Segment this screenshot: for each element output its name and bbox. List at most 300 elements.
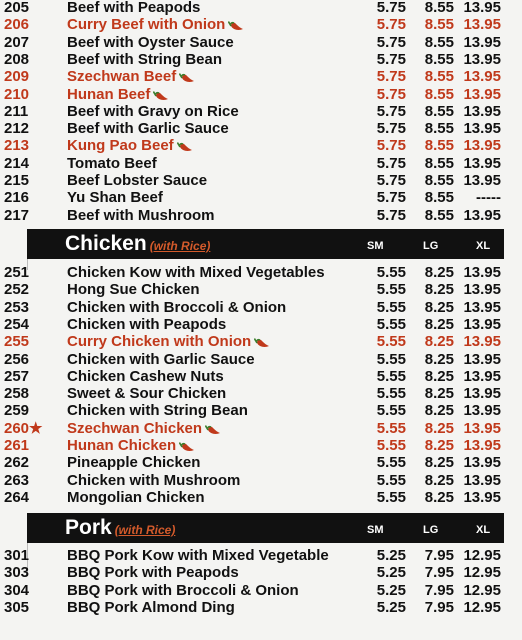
item-number bbox=[4, 351, 54, 368]
item-name-text: Szechwan Chicken bbox=[67, 419, 203, 437]
price-small bbox=[366, 351, 406, 368]
price-small bbox=[366, 582, 406, 599]
menu-item-row bbox=[0, 137, 522, 154]
price-small bbox=[366, 34, 406, 51]
chicken-section-header bbox=[27, 229, 504, 259]
item-name-text: Chicken Kow with Mixed Vegetables bbox=[67, 264, 325, 281]
item-name-text: Hunan Chicken bbox=[67, 437, 177, 454]
item-name bbox=[67, 351, 255, 368]
size-sm-label: SM bbox=[367, 240, 384, 252]
item-number bbox=[4, 86, 54, 103]
menu-item-row bbox=[0, 582, 522, 599]
price-small-text: 5.75 bbox=[376, 0, 406, 16]
item-name bbox=[67, 120, 229, 137]
menu-item-row bbox=[0, 0, 522, 16]
item-number bbox=[4, 189, 54, 206]
price-large bbox=[408, 582, 454, 599]
chili-pepper-icon bbox=[254, 336, 270, 348]
price-xlarge bbox=[454, 454, 501, 471]
price-small bbox=[366, 0, 406, 16]
menu-item-row bbox=[0, 368, 522, 385]
price-small-text: 5.75 bbox=[376, 68, 406, 86]
item-number bbox=[4, 155, 54, 172]
item-number-text: 263 bbox=[4, 471, 30, 489]
item-number bbox=[4, 368, 54, 385]
price-small bbox=[366, 281, 406, 298]
price-small-text: 5.55 bbox=[376, 419, 406, 437]
item-number bbox=[4, 51, 54, 68]
item-name-text: Chicken with Broccoli & Onion bbox=[67, 298, 287, 316]
menu-item-row bbox=[0, 120, 522, 137]
price-small bbox=[366, 264, 406, 281]
price-xlarge-text: 13.95 bbox=[463, 120, 501, 138]
price-xlarge bbox=[454, 103, 501, 120]
price-xlarge bbox=[454, 385, 501, 402]
price-small-text: 5.25 bbox=[376, 547, 406, 564]
size-lg-label: LG bbox=[423, 524, 439, 536]
menu-item-row bbox=[0, 547, 522, 564]
item-number bbox=[4, 120, 54, 137]
price-small bbox=[366, 454, 406, 471]
item-number bbox=[4, 281, 54, 298]
item-name bbox=[67, 103, 239, 120]
item-number-text: 251 bbox=[4, 264, 30, 281]
item-number-text: 303 bbox=[4, 564, 30, 582]
price-xlarge-text: 13.95 bbox=[463, 264, 501, 281]
price-large-text: 7.95 bbox=[424, 564, 454, 582]
item-name-text: Curry Chicken with Onion bbox=[67, 333, 252, 351]
item-name-text: Szechwan Beef bbox=[67, 68, 177, 86]
item-number bbox=[4, 137, 54, 154]
item-name bbox=[67, 472, 240, 489]
menu-item-row bbox=[0, 385, 522, 402]
item-number bbox=[4, 564, 54, 581]
price-xlarge bbox=[454, 564, 501, 581]
menu-item-row bbox=[0, 564, 522, 581]
price-small bbox=[366, 120, 406, 137]
price-large bbox=[408, 333, 454, 350]
price-large bbox=[408, 34, 454, 51]
item-name-text: Beef with Mushroom bbox=[67, 206, 215, 224]
price-small-text: 5.25 bbox=[376, 581, 406, 599]
price-large-text: 8.25 bbox=[424, 367, 454, 385]
item-number bbox=[4, 207, 54, 224]
item-number-text: 301 bbox=[4, 547, 30, 564]
item-name-text: Beef with Oyster Sauce bbox=[67, 33, 234, 51]
price-xlarge bbox=[454, 0, 501, 16]
price-xlarge-text: 13.95 bbox=[463, 488, 501, 506]
price-xlarge-text: 13.95 bbox=[463, 402, 501, 420]
menu-item-row bbox=[0, 68, 522, 85]
price-small bbox=[366, 207, 406, 224]
price-small-text: 5.55 bbox=[376, 437, 406, 454]
item-name-text: Mongolian Chicken bbox=[67, 488, 205, 506]
menu-item-row bbox=[0, 207, 522, 224]
chili-pepper-icon bbox=[179, 440, 195, 452]
item-name bbox=[67, 316, 226, 333]
menu-item-row bbox=[0, 599, 522, 616]
price-small-text: 5.55 bbox=[376, 454, 406, 472]
menu-item-row bbox=[0, 299, 522, 316]
item-number-text: 205 bbox=[4, 0, 30, 16]
price-large bbox=[408, 51, 454, 68]
price-small bbox=[366, 547, 406, 564]
price-small-text: 5.25 bbox=[376, 564, 406, 582]
item-name-text: Beef with Garlic Sauce bbox=[67, 120, 229, 138]
price-xlarge bbox=[454, 86, 501, 103]
item-number-text: 252 bbox=[4, 281, 30, 299]
item-name bbox=[67, 281, 200, 298]
price-small bbox=[366, 437, 406, 454]
item-number bbox=[4, 34, 54, 51]
price-xlarge bbox=[454, 316, 501, 333]
price-xlarge-text: 13.95 bbox=[463, 172, 501, 189]
item-number-text: 262 bbox=[4, 454, 30, 472]
item-name bbox=[67, 68, 195, 85]
price-large-text: 8.55 bbox=[424, 206, 454, 224]
price-xlarge bbox=[454, 402, 501, 419]
price-small-text: 5.55 bbox=[376, 350, 406, 368]
price-xlarge-text: 13.95 bbox=[463, 137, 501, 155]
price-xlarge-text: 13.95 bbox=[463, 471, 501, 489]
price-small bbox=[366, 385, 406, 402]
item-number bbox=[4, 316, 54, 333]
item-name-text: Beef with Gravy on Rice bbox=[67, 102, 239, 120]
price-large bbox=[408, 137, 454, 154]
price-xlarge-text: 13.95 bbox=[463, 206, 501, 224]
price-small bbox=[366, 420, 406, 437]
item-number-text: 304 bbox=[4, 581, 30, 599]
menu-item-row bbox=[0, 103, 522, 120]
item-number-text: 210 bbox=[4, 85, 30, 103]
menu-item-row bbox=[0, 16, 522, 33]
price-xlarge-text: 13.95 bbox=[463, 437, 501, 454]
item-name bbox=[67, 51, 222, 68]
price-xlarge-text: 13.95 bbox=[463, 367, 501, 385]
item-name bbox=[67, 189, 163, 206]
price-large-text: 7.95 bbox=[424, 581, 454, 599]
price-xlarge-text: 13.95 bbox=[463, 68, 501, 86]
price-large-text: 8.55 bbox=[424, 189, 454, 207]
item-name bbox=[67, 86, 169, 103]
menu-item-row bbox=[0, 333, 522, 350]
price-small bbox=[366, 103, 406, 120]
price-small-text: 5.75 bbox=[376, 16, 406, 34]
item-number-text: 257 bbox=[4, 367, 30, 385]
item-name-text: Chicken with Garlic Sauce bbox=[67, 350, 255, 368]
price-large-text: 7.95 bbox=[424, 598, 454, 616]
item-name-text: Chicken with Mushroom bbox=[67, 471, 241, 489]
price-large-text: 8.55 bbox=[424, 137, 454, 155]
price-large bbox=[408, 599, 454, 616]
price-large bbox=[408, 155, 454, 172]
item-number bbox=[4, 0, 54, 16]
price-large bbox=[408, 0, 454, 16]
price-xlarge-text: 12.95 bbox=[463, 547, 501, 564]
price-xlarge bbox=[454, 299, 501, 316]
item-name-text: Tomato Beef bbox=[67, 154, 157, 172]
price-large-text: 8.25 bbox=[424, 350, 454, 368]
item-number bbox=[4, 472, 54, 489]
price-xlarge-text: 13.95 bbox=[463, 85, 501, 103]
price-large-text: 8.55 bbox=[424, 0, 454, 16]
price-large-text: 7.95 bbox=[424, 547, 454, 564]
item-number bbox=[4, 264, 54, 281]
price-small-text: 5.55 bbox=[376, 333, 406, 351]
price-large bbox=[408, 547, 454, 564]
price-small-text: 5.75 bbox=[376, 206, 406, 224]
item-name-text: Hong Sue Chicken bbox=[67, 281, 200, 299]
price-xlarge bbox=[454, 281, 501, 298]
price-large bbox=[408, 16, 454, 33]
price-large-text: 8.25 bbox=[424, 488, 454, 506]
price-xlarge-text: 13.95 bbox=[463, 385, 501, 403]
section-subtitle: (with Rice) bbox=[149, 239, 211, 253]
item-name bbox=[67, 437, 195, 454]
price-xlarge-text: 13.95 bbox=[463, 454, 501, 472]
price-large bbox=[408, 68, 454, 85]
price-small bbox=[366, 172, 406, 189]
menu-item-row bbox=[0, 454, 522, 471]
item-name-text: Beef Lobster Sauce bbox=[67, 172, 208, 189]
price-xlarge-text: 13.95 bbox=[463, 350, 501, 368]
item-number bbox=[4, 68, 54, 85]
item-name-text: Beef with Peapods bbox=[67, 0, 201, 16]
price-small-text: 5.55 bbox=[376, 385, 406, 403]
chili-pepper-icon bbox=[153, 89, 169, 101]
price-small bbox=[366, 564, 406, 581]
item-name-text: Hunan Beef bbox=[67, 85, 151, 103]
price-large-text: 8.55 bbox=[424, 85, 454, 103]
price-small-text: 5.75 bbox=[376, 120, 406, 138]
item-number bbox=[4, 582, 54, 599]
item-name bbox=[67, 333, 270, 350]
item-name bbox=[67, 264, 325, 281]
item-number-text: 212 bbox=[4, 120, 30, 138]
price-large-text: 8.25 bbox=[424, 402, 454, 420]
item-number bbox=[4, 547, 54, 564]
price-small-text: 5.25 bbox=[376, 598, 406, 616]
item-number bbox=[4, 402, 54, 419]
price-small bbox=[366, 333, 406, 350]
price-small-text: 5.55 bbox=[376, 471, 406, 489]
price-xlarge-text: 13.95 bbox=[463, 298, 501, 316]
item-number-text: 206 bbox=[4, 16, 30, 34]
item-name bbox=[67, 547, 329, 564]
price-large bbox=[408, 454, 454, 471]
chili-pepper-icon bbox=[205, 423, 221, 435]
item-name bbox=[67, 172, 207, 189]
item-number-text: 217 bbox=[4, 206, 30, 224]
price-small-text: 5.75 bbox=[376, 154, 406, 172]
item-name bbox=[67, 368, 224, 385]
price-small-text: 5.75 bbox=[376, 172, 406, 189]
price-large bbox=[408, 172, 454, 189]
price-large bbox=[408, 281, 454, 298]
price-xlarge-text: 13.95 bbox=[463, 16, 501, 34]
price-large bbox=[408, 264, 454, 281]
price-large-text: 8.25 bbox=[424, 281, 454, 299]
price-small-text: 5.55 bbox=[376, 281, 406, 299]
item-name-text: Curry Beef with Onion bbox=[67, 16, 226, 34]
item-name bbox=[67, 137, 193, 154]
menu-item-row bbox=[0, 51, 522, 68]
price-small bbox=[366, 68, 406, 85]
price-large bbox=[408, 103, 454, 120]
size-xl-label: XL bbox=[476, 240, 491, 252]
item-number bbox=[4, 16, 54, 33]
price-large-text: 8.25 bbox=[424, 385, 454, 403]
size-xl-label: XL bbox=[476, 524, 491, 536]
price-xlarge bbox=[454, 437, 501, 454]
price-large bbox=[408, 402, 454, 419]
price-xlarge-text: 13.95 bbox=[463, 419, 501, 437]
price-large bbox=[408, 437, 454, 454]
item-number-text: 258 bbox=[4, 385, 30, 403]
item-number-text: 208 bbox=[4, 50, 30, 68]
price-xlarge bbox=[454, 582, 501, 599]
item-name-text: Yu Shan Beef bbox=[67, 189, 163, 207]
price-small-text: 5.55 bbox=[376, 488, 406, 506]
price-xlarge bbox=[454, 368, 501, 385]
price-large bbox=[408, 86, 454, 103]
price-small bbox=[366, 316, 406, 333]
item-name-text: Chicken Cashew Nuts bbox=[67, 367, 224, 385]
price-xlarge bbox=[454, 264, 501, 281]
item-number-text: 255 bbox=[4, 333, 30, 351]
size-sm-label: SM bbox=[367, 524, 384, 536]
item-number-text: 254 bbox=[4, 315, 30, 333]
item-number bbox=[4, 103, 54, 120]
price-large-text: 8.55 bbox=[424, 50, 454, 68]
price-large bbox=[408, 120, 454, 137]
menu-item-row bbox=[0, 281, 522, 298]
item-number bbox=[4, 333, 54, 350]
price-xlarge bbox=[454, 120, 501, 137]
item-number-text: 264 bbox=[4, 488, 30, 506]
item-number-text: 261 bbox=[4, 437, 30, 454]
item-name bbox=[67, 599, 235, 616]
item-name-text: Sweet & Sour Chicken bbox=[67, 385, 227, 403]
item-number-text: 256 bbox=[4, 350, 30, 368]
price-xlarge-text: 12.95 bbox=[463, 581, 501, 599]
price-large-text: 8.55 bbox=[424, 154, 454, 172]
item-name bbox=[67, 0, 200, 16]
price-large-text: 8.25 bbox=[424, 419, 454, 437]
item-number bbox=[4, 489, 54, 506]
menu-item-row bbox=[0, 155, 522, 172]
price-large-text: 8.55 bbox=[424, 120, 454, 138]
price-small-text: 5.75 bbox=[376, 189, 406, 207]
price-large-text: 8.25 bbox=[424, 298, 454, 316]
price-large bbox=[408, 316, 454, 333]
item-name-text: BBQ Pork with Broccoli & Onion bbox=[67, 581, 299, 599]
item-number-text: 253 bbox=[4, 298, 30, 316]
item-number-text: 214 bbox=[4, 154, 30, 172]
price-xlarge bbox=[454, 599, 501, 616]
size-lg-label: LG bbox=[423, 240, 439, 252]
price-xlarge-text: ----- bbox=[476, 189, 501, 207]
price-xlarge bbox=[454, 351, 501, 368]
item-name-text: Beef with String Bean bbox=[67, 50, 223, 68]
price-large bbox=[408, 299, 454, 316]
price-large-text: 8.55 bbox=[424, 172, 454, 189]
price-xlarge-text: 13.95 bbox=[463, 333, 501, 351]
price-xlarge-text: 13.95 bbox=[463, 102, 501, 120]
price-large-text: 8.25 bbox=[424, 437, 454, 454]
item-number bbox=[4, 599, 54, 616]
price-xlarge bbox=[454, 155, 501, 172]
price-large bbox=[408, 207, 454, 224]
section-title: Pork bbox=[65, 516, 112, 539]
item-name-text: BBQ Pork Almond Ding bbox=[67, 598, 235, 616]
price-small-text: 5.75 bbox=[376, 85, 406, 103]
item-name bbox=[67, 582, 299, 599]
price-large-text: 8.55 bbox=[424, 33, 454, 51]
price-small bbox=[366, 86, 406, 103]
price-large-text: 8.55 bbox=[424, 16, 454, 34]
item-name bbox=[67, 155, 157, 172]
menu-item-row bbox=[0, 34, 522, 51]
item-number-text: 305 bbox=[4, 598, 30, 616]
item-number-text: 215 bbox=[4, 172, 30, 189]
item-name bbox=[67, 402, 248, 419]
price-small bbox=[366, 472, 406, 489]
price-large-text: 8.55 bbox=[424, 68, 454, 86]
price-small bbox=[366, 51, 406, 68]
item-name bbox=[67, 207, 215, 224]
item-name-text: Kung Pao Beef bbox=[67, 137, 174, 155]
price-large-text: 8.25 bbox=[424, 264, 454, 281]
item-number-text: 209 bbox=[4, 68, 30, 86]
menu-item-row bbox=[0, 489, 522, 506]
price-xlarge-text: 13.95 bbox=[463, 50, 501, 68]
price-xlarge bbox=[454, 137, 501, 154]
price-xlarge bbox=[454, 172, 501, 189]
price-small bbox=[366, 189, 406, 206]
item-name-text: Chicken with Peapods bbox=[67, 315, 227, 333]
price-xlarge bbox=[454, 189, 501, 206]
menu-item-row bbox=[0, 402, 522, 419]
item-name bbox=[67, 34, 234, 51]
item-name bbox=[67, 564, 239, 581]
item-number bbox=[4, 454, 54, 471]
pork-section-header bbox=[27, 513, 504, 543]
price-xlarge-text: 13.95 bbox=[463, 315, 501, 333]
menu-item-row bbox=[0, 472, 522, 489]
price-xlarge bbox=[454, 472, 501, 489]
menu-item-row bbox=[0, 172, 522, 189]
item-name-text: Chicken with String Bean bbox=[67, 402, 248, 420]
price-small-text: 5.55 bbox=[376, 264, 406, 281]
menu-item-row bbox=[0, 316, 522, 333]
price-large bbox=[408, 368, 454, 385]
price-small-text: 5.75 bbox=[376, 137, 406, 155]
price-large bbox=[408, 189, 454, 206]
price-xlarge-text: 13.95 bbox=[463, 0, 501, 16]
price-xlarge bbox=[454, 16, 501, 33]
price-xlarge bbox=[454, 207, 501, 224]
price-xlarge-text: 13.95 bbox=[463, 154, 501, 172]
price-xlarge bbox=[454, 51, 501, 68]
price-small bbox=[366, 137, 406, 154]
item-number-text: 259 bbox=[4, 402, 30, 420]
price-large-text: 8.25 bbox=[424, 471, 454, 489]
price-xlarge-text: 12.95 bbox=[463, 564, 501, 582]
price-large bbox=[408, 564, 454, 581]
item-name bbox=[67, 489, 205, 506]
section-title: Chicken bbox=[65, 232, 147, 255]
